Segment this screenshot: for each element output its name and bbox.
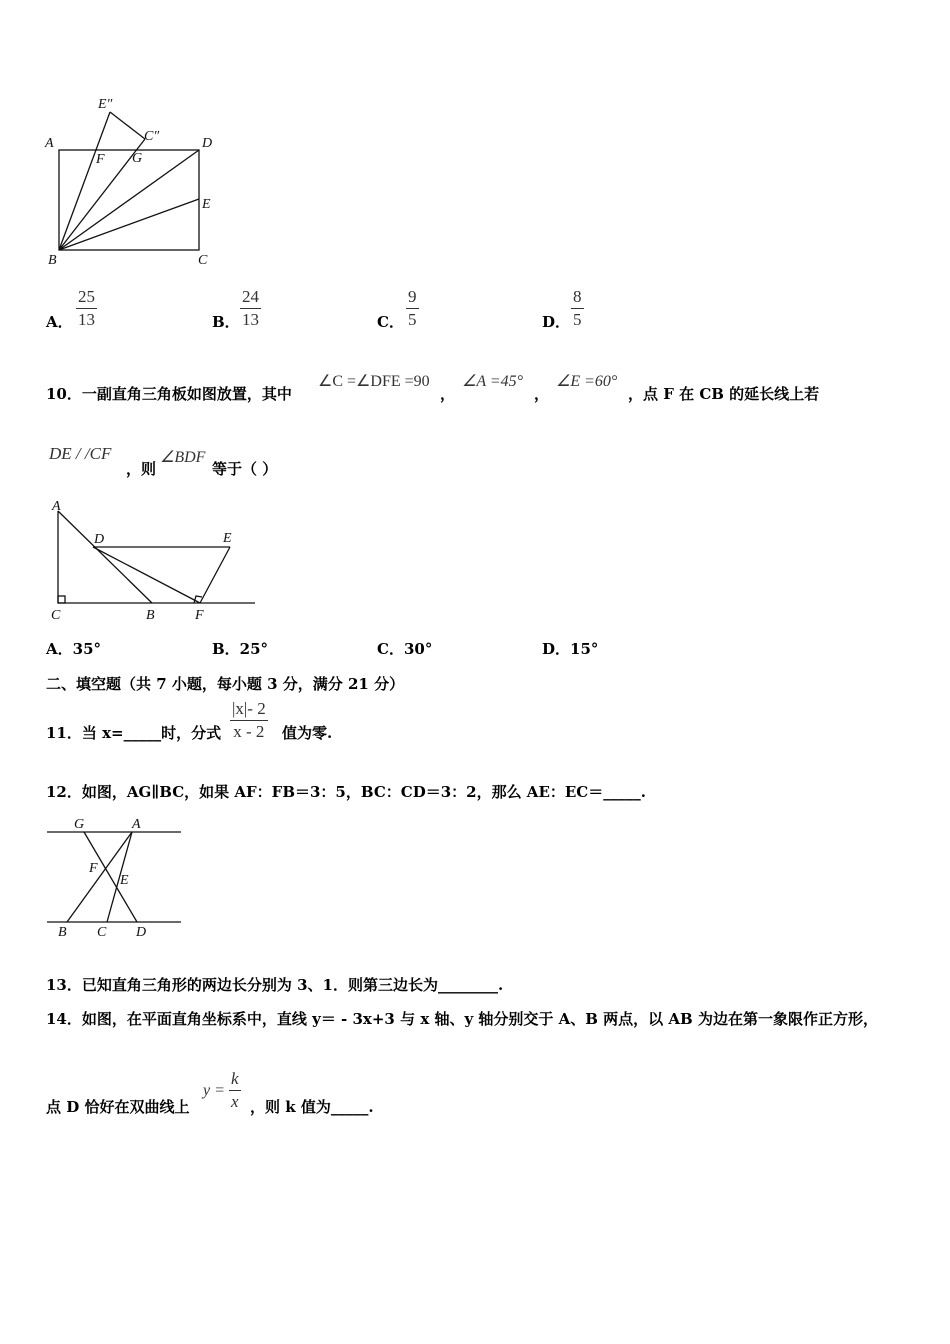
q9-option-d-letter[interactable]: D． — [542, 313, 571, 331]
q11-prefix: 11．当 x=_____时，分式 — [46, 724, 222, 742]
q9-option-c-num: 9 — [406, 286, 419, 309]
q9-option-a-den: 13 — [78, 310, 95, 329]
q12-label-A: A — [132, 817, 141, 832]
q10-option-b[interactable]: B．25° — [212, 640, 269, 658]
q10-line1-suffix: ，点 F 在 CB 的延长线上若 — [628, 385, 820, 403]
q12-label-E: E — [120, 873, 129, 888]
q14-line1: 14．如图，在平面直角坐标系中，直线 y＝ - 3x+3 与 x 轴、y 轴分别交于 A、B 两点，以 AB 为边在第一象限作正方形， — [46, 1010, 878, 1028]
q9-label-G: G — [132, 151, 143, 166]
q9-label-E2: E″ — [98, 97, 113, 112]
q10-then: ，则 — [126, 460, 157, 478]
q10-option-a[interactable]: A．35° — [46, 640, 102, 658]
q9-option-a-num: 25 — [76, 286, 97, 309]
q9-option-b-num: 24 — [240, 286, 261, 309]
q13-text: 13．已知直角三角形的两边长分别为 3、1．则第三边长为________. — [46, 976, 504, 994]
q10-option-c[interactable]: C．30° — [377, 640, 433, 658]
q14-fraction-den: x — [231, 1092, 239, 1111]
q14-fraction-num: k — [229, 1068, 241, 1091]
q10-label-E: E — [223, 531, 232, 546]
q12-text: 12．如图，AG∥BC，如果 AF：FB＝3：5，BC：CD＝3：2，那么 AE：EC＝_____. — [46, 783, 646, 801]
q9-label-E: E — [202, 197, 211, 212]
q9-option-d-fraction[interactable] — [571, 286, 584, 331]
q9-option-a-fraction[interactable] — [76, 286, 97, 331]
q10-math-angle-bdf: ∠BDF — [160, 449, 206, 466]
q9-option-b-den: 13 — [242, 310, 259, 329]
q9-option-b-fraction[interactable] — [240, 286, 261, 331]
q10-label-F: F — [195, 608, 204, 623]
q9-option-c-den: 5 — [408, 310, 417, 329]
q9-option-d-den: 5 — [573, 310, 582, 329]
q12-label-D: D — [136, 925, 147, 940]
q11-fraction — [230, 698, 268, 743]
q9-option-d-num: 8 — [571, 286, 584, 309]
q9-label-C: C — [198, 253, 208, 268]
q9-label-F: F — [96, 152, 105, 167]
q12-label-G: G — [74, 817, 85, 832]
q10-math-de-parallel-cf: DE / /CF — [49, 444, 112, 463]
q14-y-equals: y = — [203, 1082, 225, 1099]
q10-label-D: D — [94, 532, 105, 547]
q10-equals-paren: 等于（ ） — [212, 460, 278, 478]
q9-option-c-letter[interactable]: C． — [377, 313, 404, 331]
q10-label-B: B — [146, 608, 155, 623]
q10-comma1: ， — [440, 385, 456, 403]
q10-math-angle-e: ∠E =60° — [556, 373, 618, 390]
section-heading-fill-in: 二、填空题（共 7 小题，每小题 3 分，满分 21 分） — [46, 675, 405, 693]
q9-label-D: D — [202, 136, 213, 151]
q12-figure — [44, 812, 186, 942]
q12-label-C: C — [97, 925, 107, 940]
q10-figure — [40, 495, 265, 630]
q9-option-a-letter[interactable]: A． — [46, 313, 73, 331]
q14-fraction — [229, 1068, 241, 1113]
q9-label-A: A — [45, 136, 54, 151]
q14-prefix2: 点 D 恰好在双曲线上 — [46, 1098, 190, 1116]
q10-label-A: A — [52, 499, 61, 514]
q9-label-C2: C″ — [144, 129, 160, 144]
q10-math-angle-c-dfe: ∠C =∠DFE =90 — [318, 373, 430, 390]
q10-option-d[interactable]: D．15° — [542, 640, 599, 658]
q9-option-c-fraction[interactable] — [406, 286, 419, 331]
q10-label-C: C — [51, 608, 61, 623]
q12-label-B: B — [58, 925, 67, 940]
q10-comma2: ， — [534, 385, 550, 403]
q10-math-angle-a: ∠A =45° — [462, 373, 524, 390]
q10-line1-prefix: 10．一副直角三角板如图放置，其中 — [46, 385, 292, 403]
q9-label-B: B — [48, 253, 57, 268]
q14-suffix2: ，则 k 值为_____. — [250, 1098, 374, 1116]
q11-suffix: 值为零. — [282, 724, 333, 742]
q9-figure — [40, 90, 230, 275]
q12-label-F: F — [89, 861, 98, 876]
q9-option-b-letter[interactable]: B． — [212, 313, 240, 331]
q11-fraction-num: |x|- 2 — [230, 698, 268, 721]
q11-fraction-den: x - 2 — [233, 722, 265, 741]
